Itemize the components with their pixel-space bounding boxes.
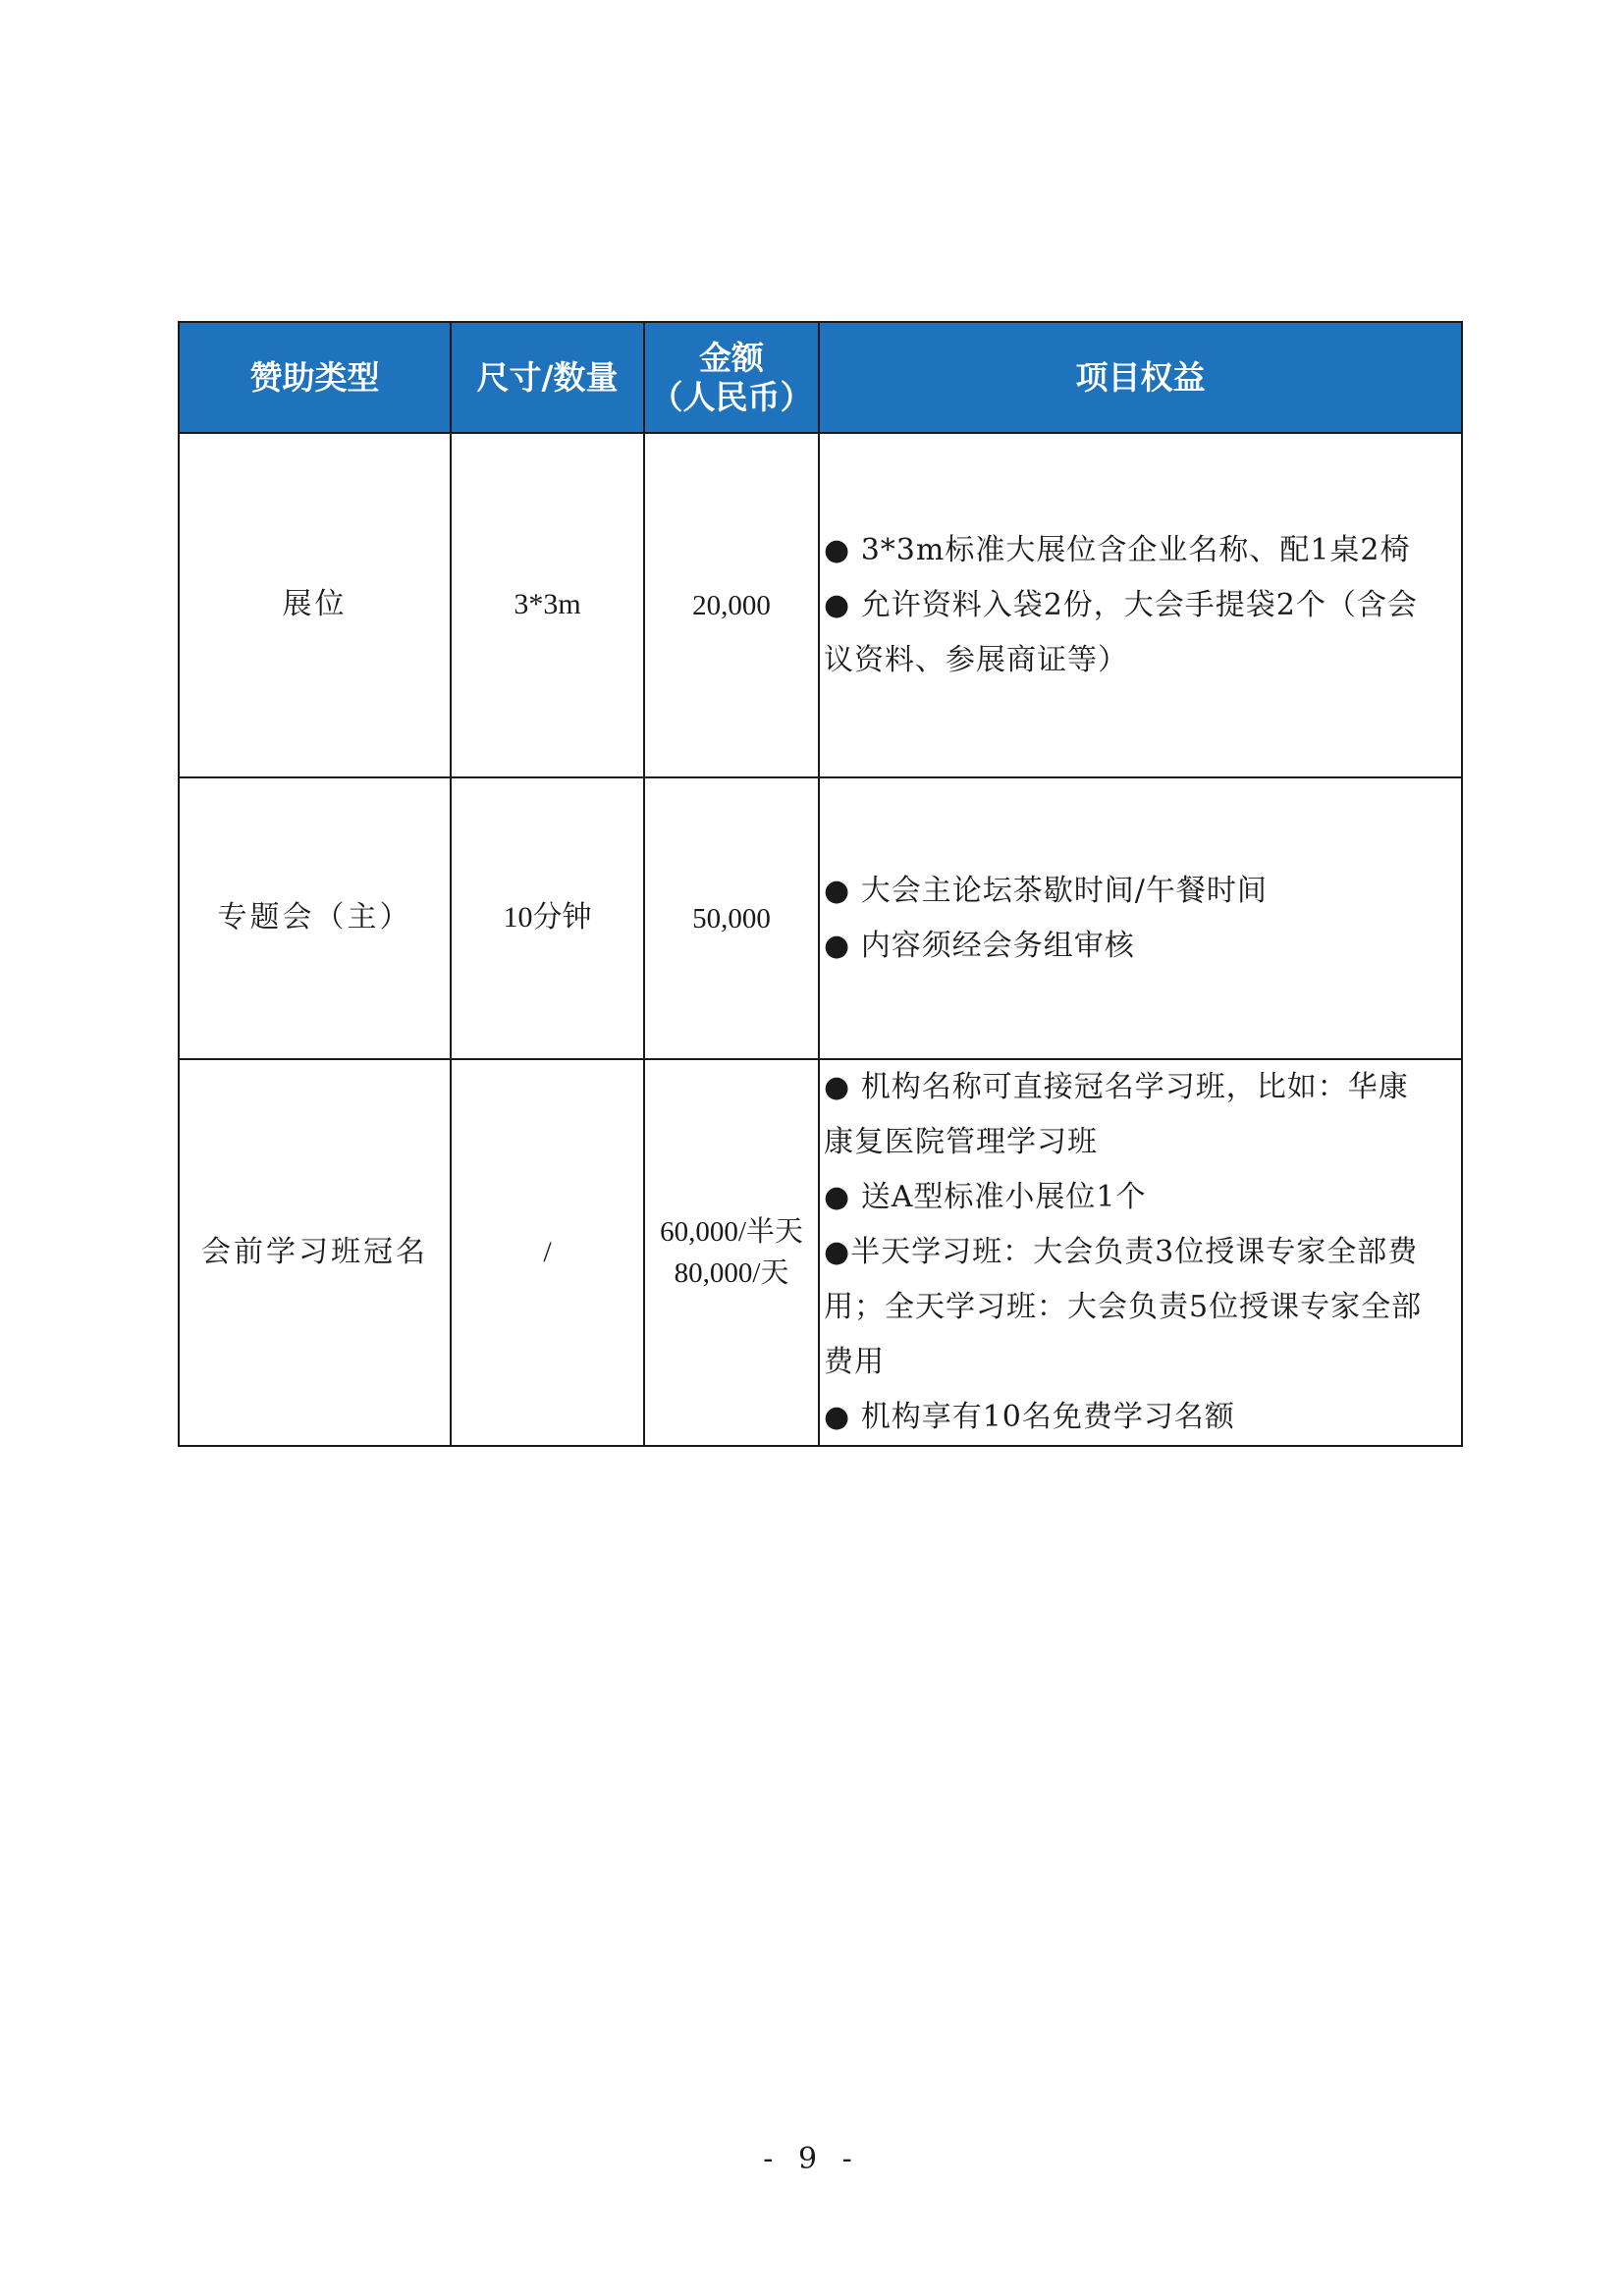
sponsorship-table: [178, 321, 1463, 1447]
amount-line: 60,000/半天: [660, 1216, 803, 1248]
header-size-quantity: 尺寸/数量: [451, 322, 644, 433]
row-amount: [644, 777, 819, 1059]
row-sponsor-type: 展位: [179, 433, 451, 777]
benefit-line: ● 3*3m标准大展位含企业名称、配1桌2椅: [824, 532, 1411, 567]
row-sponsor-type: 会前学习班冠名: [179, 1059, 451, 1446]
header-sponsor-type: 赞助类型: [179, 322, 451, 433]
benefit-line: 费用: [824, 1345, 885, 1379]
benefit-line: ● 机构名称可直接冠名学习班，比如：华康: [824, 1070, 1409, 1104]
header-amount-line1: 金额: [699, 338, 764, 377]
table-row: [179, 777, 1462, 1059]
benefit-line: ● 内容须经会务组审核: [824, 928, 1135, 963]
table-header-row: [179, 322, 1462, 433]
row-amount: [644, 1059, 819, 1446]
table-row: [179, 1059, 1462, 1446]
row-benefits: [819, 777, 1462, 1059]
header-amount-line2: （人民币）: [650, 377, 813, 416]
row-size: 10分钟: [451, 777, 644, 1059]
row-size: 3*3m: [451, 433, 644, 777]
row-size: /: [451, 1059, 644, 1446]
amount-line: 20,000: [692, 589, 771, 621]
row-benefits: [819, 1059, 1462, 1446]
benefit-line: ● 送A型标准小展位1个: [824, 1180, 1147, 1214]
header-amount: [644, 322, 819, 433]
row-sponsor-type: 专题会（主）: [179, 777, 451, 1059]
benefit-line: 康复医院管理学习班: [824, 1125, 1098, 1159]
table-row: [179, 433, 1462, 777]
benefit-line: ● 大会主论坛茶歇时间/午餐时间: [824, 873, 1268, 908]
row-amount: [644, 433, 819, 777]
header-benefits: 项目权益: [819, 322, 1462, 433]
benefit-line: ● 允许资料入袋2份，大会手提袋2个（含会: [824, 587, 1418, 622]
amount-line: 80,000/天: [674, 1257, 789, 1289]
amount-line: 50,000: [692, 902, 771, 934]
page-number: - 9 -: [763, 2142, 860, 2176]
benefit-line: 用；全天学习班：大会负责5位授课专家全部: [824, 1290, 1423, 1324]
row-benefits: [819, 433, 1462, 777]
benefit-line: 议资料、参展商证等）: [824, 642, 1128, 677]
benefit-line: ● 机构享有10名免费学习名额: [824, 1400, 1235, 1434]
benefit-line: ●半天学习班：大会负责3位授课专家全部费: [824, 1235, 1419, 1269]
